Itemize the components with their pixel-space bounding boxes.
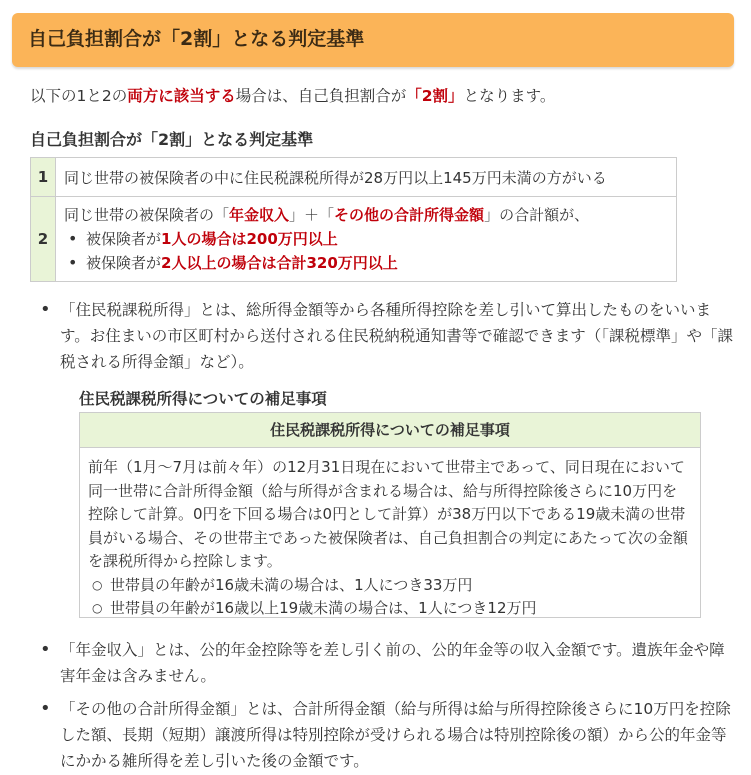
note-taxable-income [40, 297, 740, 375]
supplement-box [79, 412, 701, 618]
intro-highlight-both: 両方に該当する [127, 87, 236, 105]
supplement-box-header: 住民税課税所得についての補足事項 [80, 413, 700, 448]
criterion-cell [56, 197, 677, 282]
text-segment: 」＋「 [289, 206, 335, 224]
list-item: ○ 世帯員の年齢が16歳以上19歳未満の場合は、1人につき12万円 [88, 597, 692, 621]
table-row [31, 158, 677, 197]
note-pension-income [40, 637, 740, 689]
intro-text-1: 以下の1と2の [30, 87, 128, 105]
list-item-highlight: 1人の場合は200万円以上 [161, 230, 338, 248]
note-text: 「住民税課税所得」とは、総所得金額等から各種所得控除を差し引いて算出したものをいいます。お住まいの市区町村から送付される住民税納税通知書等で確認できます（「課税標準」や「課税される所得金額」など）。 [60, 301, 734, 371]
note-text: 「その他の合計所得金額」とは、合計所得金額（給与所得は給与所得控除後さらに10万円を控除した額、長期（短期）譲渡所得は特別控除が受けられる場合は特別控除後の額）から公的年金等にかかる雑所得を差し引いた後の金額です。 [60, 700, 731, 770]
criterion-text: 同じ世帯の被保険者の中に住民税課税所得が28万円以上145万円未満の方がいる [56, 158, 677, 197]
intro-text-3: となります。 [463, 87, 556, 105]
list-item-text: 被保険者が [86, 230, 162, 248]
text-segment: 」の合計額が、 [484, 206, 590, 224]
supplement-text: 前年（1月～7月は前々年）の12月31日現在において世帯主であって、同日現在において同一世帯に合計所得金額（給与所得が含まれる場合は、給与所得控除後さらに10万円を控除して計算。0円を下回る場合は0円として計算）が38万円以下である19歳未満の世帯員がいる場合、その世帯主であった被保険者は、自己負担割合の判定にあたって次の金額を課税所得から控除します。 [88, 458, 688, 570]
text-segment: 同じ世帯の被保険者の「 [64, 206, 230, 224]
intro-paragraph [30, 84, 555, 106]
other-income-highlight: その他の合計所得金額 [334, 206, 485, 224]
pension-income-highlight: 年金収入 [229, 206, 290, 224]
supplement-box-body [80, 448, 700, 621]
row-number: 1 [31, 158, 56, 197]
criterion-text [64, 203, 668, 227]
criteria-table [30, 157, 677, 282]
list-item [64, 227, 668, 251]
bullet-icon: • [40, 698, 51, 719]
note-text: 「年金収入」とは、公的年金控除等を差し引く前の、公的年金等の収入金額です。遺族年金や障害年金は含みません。 [60, 641, 725, 685]
list-item: ○ 世帯員の年齢が16歳未満の場合は、1人につき33万円 [88, 574, 692, 598]
note-other-income [40, 696, 740, 774]
list-item-text: 被保険者が [86, 254, 162, 272]
section-header [12, 13, 734, 67]
list-item-highlight: 2人以上の場合は合計320万円以上 [161, 254, 398, 272]
bullet-icon: • [40, 639, 51, 660]
table-row [31, 197, 677, 282]
bullet-icon: • [40, 299, 51, 320]
criteria-title: 自己負担割合が「2割」となる判定基準 [30, 130, 314, 149]
intro-text-2: 場合は、自己負担割合が [235, 87, 407, 105]
supplement-title: 住民税課税所得についての補足事項 [79, 390, 327, 408]
list-item [64, 251, 668, 275]
section-title: 自己負担割合が「2割」となる判定基準 [28, 28, 365, 50]
intro-highlight-ratio: 「2割」 [406, 87, 464, 105]
row-number: 2 [31, 197, 56, 282]
